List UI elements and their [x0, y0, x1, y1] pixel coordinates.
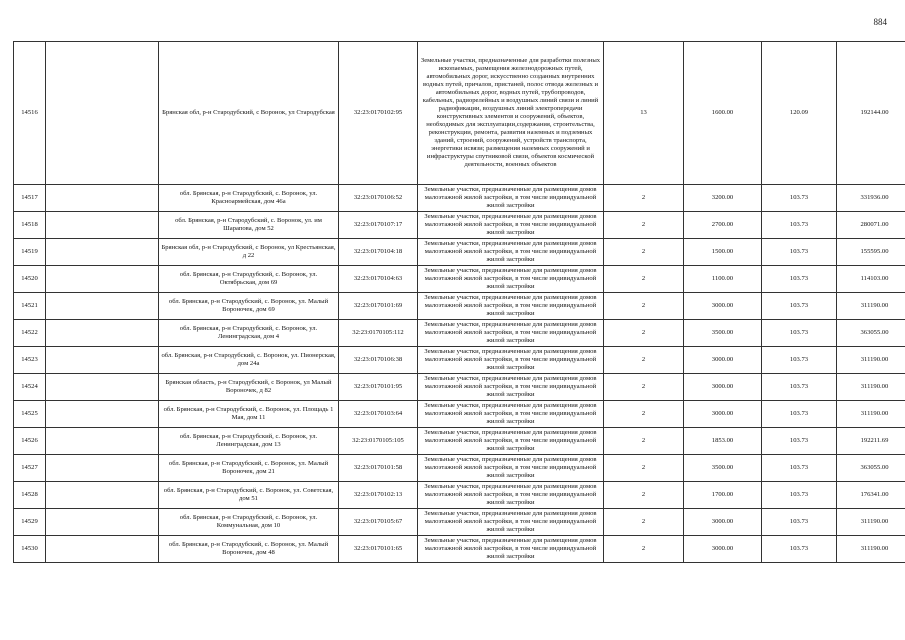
address-cell: обл. Брянская, р-н Стародубский, с. Воронок, ул. Октябрьская, дом 69	[159, 266, 339, 293]
table-row	[14, 42, 905, 185]
row-number-cell: 14519	[14, 239, 46, 266]
rate-cell: 103.73	[762, 239, 837, 266]
cadastral-number-cell: 32:23:0170105:112	[339, 320, 418, 347]
land-use-cell: Земельные участки, предназначенные для размещения домов малоэтажной жилой застройки, в том числе индивидуальной жилой застройки	[418, 455, 604, 482]
address-cell: Брянская обл, р-н Стародубский, с Воронок, ул Крестьянская, д 22	[159, 239, 339, 266]
cadastral-number-cell: 32:23:0170102:95	[339, 42, 418, 185]
empty-cell	[46, 455, 159, 482]
rate-cell: 103.73	[762, 374, 837, 401]
table-row	[14, 536, 905, 563]
cadastral-number-cell: 32:23:0170105:105	[339, 428, 418, 455]
table-row	[14, 401, 905, 428]
area-cell: 1100.00	[684, 266, 762, 293]
area-cell: 1600.00	[684, 42, 762, 185]
rate-cell: 103.73	[762, 455, 837, 482]
land-registry-table	[13, 41, 905, 563]
address-cell: обл. Брянская, р-н Стародубский, с. Воронок, ул. Площадь 1 Мая, дом 11	[159, 401, 339, 428]
rate-cell: 103.73	[762, 482, 837, 509]
rate-cell: 103.73	[762, 536, 837, 563]
category-cell: 2	[604, 428, 684, 455]
table-row	[14, 266, 905, 293]
rate-cell: 103.73	[762, 293, 837, 320]
cadastral-value-cell: 192144.00	[837, 42, 905, 185]
cadastral-value-cell: 280071.00	[837, 212, 905, 239]
rate-cell: 103.73	[762, 509, 837, 536]
category-cell: 2	[604, 401, 684, 428]
area-cell: 3000.00	[684, 347, 762, 374]
empty-cell	[46, 347, 159, 374]
cadastral-value-cell: 155595.00	[837, 239, 905, 266]
address-cell: Брянская область, р-н Стародубский, с Воронок, ул Малый Вороночек, д 82	[159, 374, 339, 401]
table-row	[14, 212, 905, 239]
cadastral-value-cell: 331936.00	[837, 185, 905, 212]
category-cell: 2	[604, 374, 684, 401]
area-cell: 3000.00	[684, 374, 762, 401]
cadastral-value-cell: 363055.00	[837, 320, 905, 347]
cadastral-value-cell: 114103.00	[837, 266, 905, 293]
category-cell: 2	[604, 239, 684, 266]
address-cell: обл. Брянская, р-н Стародубский, с. Воронок, ул. Красноармейская, дом 46а	[159, 185, 339, 212]
row-number-cell: 14523	[14, 347, 46, 374]
rate-cell: 103.73	[762, 266, 837, 293]
table-row	[14, 509, 905, 536]
cadastral-number-cell: 32:23:0170107:17	[339, 212, 418, 239]
row-number-cell: 14518	[14, 212, 46, 239]
rate-cell: 103.73	[762, 212, 837, 239]
cadastral-number-cell: 32:23:0170106:52	[339, 185, 418, 212]
cadastral-number-cell: 32:23:0170104:63	[339, 266, 418, 293]
cadastral-value-cell: 311190.00	[837, 536, 905, 563]
land-use-cell: Земельные участки, предназначенные для разработки полезных ископаемых, размещения железнодорожных путей, автомобильных дорог, искусственно созданных внутренних водных путей, причалов, пристаней, полос отвода железных и автомобильных дорог, водных путей, трубопроводов, кабельных, радиорелейных и воздушных линий связи и линий радиофикации, воздушных линий электропередачи конструктивных элементов и сооружений, объектов, необходимых для эксплуатации,содержания, строительства, реконструкции, ремонта, развития наземных и подземных зданий, строений, сооружений, устройств транспорта, энергетики исвязи; размещения наземных сооружений и инфраструктуры спутниковой связи, объектов космической деятельности, военных объектов	[418, 42, 604, 185]
row-number-cell: 14522	[14, 320, 46, 347]
address-cell: обл. Брянская, р-н Стародубский, с. Воронок, ул. Ленинградская, дом 4	[159, 320, 339, 347]
category-cell: 2	[604, 482, 684, 509]
category-cell: 2	[604, 347, 684, 374]
cadastral-number-cell: 32:23:0170102:13	[339, 482, 418, 509]
row-number-cell: 14516	[14, 42, 46, 185]
empty-cell	[46, 185, 159, 212]
table-row	[14, 185, 905, 212]
table-row	[14, 482, 905, 509]
empty-cell	[46, 401, 159, 428]
category-cell: 2	[604, 536, 684, 563]
cadastral-value-cell: 311190.00	[837, 401, 905, 428]
empty-cell	[46, 42, 159, 185]
empty-cell	[46, 239, 159, 266]
cadastral-value-cell: 311190.00	[837, 347, 905, 374]
cadastral-number-cell: 32:23:0170105:67	[339, 509, 418, 536]
area-cell: 3500.00	[684, 455, 762, 482]
empty-cell	[46, 293, 159, 320]
empty-cell	[46, 320, 159, 347]
address-cell: обл. Брянская, р-н Стародубский, с. Воронок, ул. Пионерская, дом 24а	[159, 347, 339, 374]
rate-cell: 103.73	[762, 401, 837, 428]
row-number-cell: 14527	[14, 455, 46, 482]
empty-cell	[46, 428, 159, 455]
address-cell: Брянская обл, р-н Стародубский, с Воронок, ул Стародубская	[159, 42, 339, 185]
table-row	[14, 320, 905, 347]
row-number-cell: 14517	[14, 185, 46, 212]
area-cell: 3000.00	[684, 536, 762, 563]
table-row	[14, 428, 905, 455]
address-cell: обл. Брянская, р-н Стародубский, с. Воронок, ул. Ленинградская, дом 13	[159, 428, 339, 455]
category-cell: 2	[604, 185, 684, 212]
row-number-cell: 14520	[14, 266, 46, 293]
land-use-cell: Земельные участки, предназначенные для размещения домов малоэтажной жилой застройки, в том числе индивидуальной жилой застройки	[418, 293, 604, 320]
category-cell: 2	[604, 293, 684, 320]
row-number-cell: 14521	[14, 293, 46, 320]
address-cell: обл. Брянская, р-н Стародубский, с. Воронок, ул. им Шарапова, дом 52	[159, 212, 339, 239]
table-row	[14, 293, 905, 320]
address-cell: обл. Брянская, р-н Стародубский, с. Воронок, ул. Советская, дом 51	[159, 482, 339, 509]
land-use-cell: Земельные участки, предназначенные для размещения домов малоэтажной жилой застройки, в том числе индивидуальной жилой застройки	[418, 212, 604, 239]
cadastral-number-cell: 32:23:0170106:38	[339, 347, 418, 374]
area-cell: 1853.00	[684, 428, 762, 455]
empty-cell	[46, 482, 159, 509]
rate-cell: 120.09	[762, 42, 837, 185]
empty-cell	[46, 536, 159, 563]
cadastral-value-cell: 176341.00	[837, 482, 905, 509]
area-cell: 3000.00	[684, 293, 762, 320]
category-cell: 2	[604, 212, 684, 239]
cadastral-value-cell: 363055.00	[837, 455, 905, 482]
land-use-cell: Земельные участки, предназначенные для размещения домов малоэтажной жилой застройки, в том числе индивидуальной жилой застройки	[418, 401, 604, 428]
empty-cell	[46, 212, 159, 239]
row-number-cell: 14529	[14, 509, 46, 536]
category-cell: 2	[604, 266, 684, 293]
area-cell: 2700.00	[684, 212, 762, 239]
land-use-cell: Земельные участки, предназначенные для размещения домов малоэтажной жилой застройки, в том числе индивидуальной жилой застройки	[418, 185, 604, 212]
category-cell: 13	[604, 42, 684, 185]
cadastral-number-cell: 32:23:0170101:69	[339, 293, 418, 320]
cadastral-value-cell: 311190.00	[837, 293, 905, 320]
cadastral-number-cell: 32:23:0170104:18	[339, 239, 418, 266]
land-use-cell: Земельные участки, предназначенные для размещения домов малоэтажной жилой застройки, в том числе индивидуальной жилой застройки	[418, 374, 604, 401]
land-use-cell: Земельные участки, предназначенные для размещения домов малоэтажной жилой застройки, в том числе индивидуальной жилой застройки	[418, 482, 604, 509]
cadastral-value-cell: 311190.00	[837, 509, 905, 536]
category-cell: 2	[604, 509, 684, 536]
rate-cell: 103.73	[762, 428, 837, 455]
land-use-cell: Земельные участки, предназначенные для размещения домов малоэтажной жилой застройки, в том числе индивидуальной жилой застройки	[418, 320, 604, 347]
table-row	[14, 239, 905, 266]
land-use-cell: Земельные участки, предназначенные для размещения домов малоэтажной жилой застройки, в том числе индивидуальной жилой застройки	[418, 509, 604, 536]
land-use-cell: Земельные участки, предназначенные для размещения домов малоэтажной жилой застройки, в том числе индивидуальной жилой застройки	[418, 428, 604, 455]
row-number-cell: 14524	[14, 374, 46, 401]
table-body	[14, 42, 905, 563]
cadastral-number-cell: 32:23:0170103:64	[339, 401, 418, 428]
empty-cell	[46, 266, 159, 293]
cadastral-number-cell: 32:23:0170101:95	[339, 374, 418, 401]
address-cell: обл. Брянская, р-н Стародубский, с. Воронок, ул. Малый Вороночек, дом 48	[159, 536, 339, 563]
address-cell: обл. Брянская, р-н Стародубский, с. Воронок, ул. Малый Вороночек, дом 21	[159, 455, 339, 482]
row-number-cell: 14528	[14, 482, 46, 509]
row-number-cell: 14530	[14, 536, 46, 563]
cadastral-value-cell: 311190.00	[837, 374, 905, 401]
category-cell: 2	[604, 320, 684, 347]
land-use-cell: Земельные участки, предназначенные для размещения домов малоэтажной жилой застройки, в том числе индивидуальной жилой застройки	[418, 347, 604, 374]
area-cell: 1700.00	[684, 482, 762, 509]
empty-cell	[46, 374, 159, 401]
cadastral-number-cell: 32:23:0170101:58	[339, 455, 418, 482]
cadastral-number-cell: 32:23:0170101:65	[339, 536, 418, 563]
table-row	[14, 347, 905, 374]
row-number-cell: 14525	[14, 401, 46, 428]
area-cell: 3000.00	[684, 509, 762, 536]
land-use-cell: Земельные участки, предназначенные для размещения домов малоэтажной жилой застройки, в том числе индивидуальной жилой застройки	[418, 536, 604, 563]
area-cell: 1500.00	[684, 239, 762, 266]
cadastral-value-cell: 192211.69	[837, 428, 905, 455]
area-cell: 3200.00	[684, 185, 762, 212]
rate-cell: 103.73	[762, 320, 837, 347]
table-row	[14, 374, 905, 401]
row-number-cell: 14526	[14, 428, 46, 455]
address-cell: обл. Брянская, р-н Стародубский, с. Воронок, ул. Малый Вороночек, дом 69	[159, 293, 339, 320]
category-cell: 2	[604, 455, 684, 482]
land-use-cell: Земельные участки, предназначенные для размещения домов малоэтажной жилой застройки, в том числе индивидуальной жилой застройки	[418, 239, 604, 266]
area-cell: 3500.00	[684, 320, 762, 347]
rate-cell: 103.73	[762, 347, 837, 374]
rate-cell: 103.73	[762, 185, 837, 212]
table-row	[14, 455, 905, 482]
address-cell: обл. Брянская, р-н Стародубский, с. Воронок, ул. Коммунальная, дом 10	[159, 509, 339, 536]
area-cell: 3000.00	[684, 401, 762, 428]
land-use-cell: Земельные участки, предназначенные для размещения домов малоэтажной жилой застройки, в том числе индивидуальной жилой застройки	[418, 266, 604, 293]
page-number: 884	[873, 17, 887, 27]
empty-cell	[46, 509, 159, 536]
